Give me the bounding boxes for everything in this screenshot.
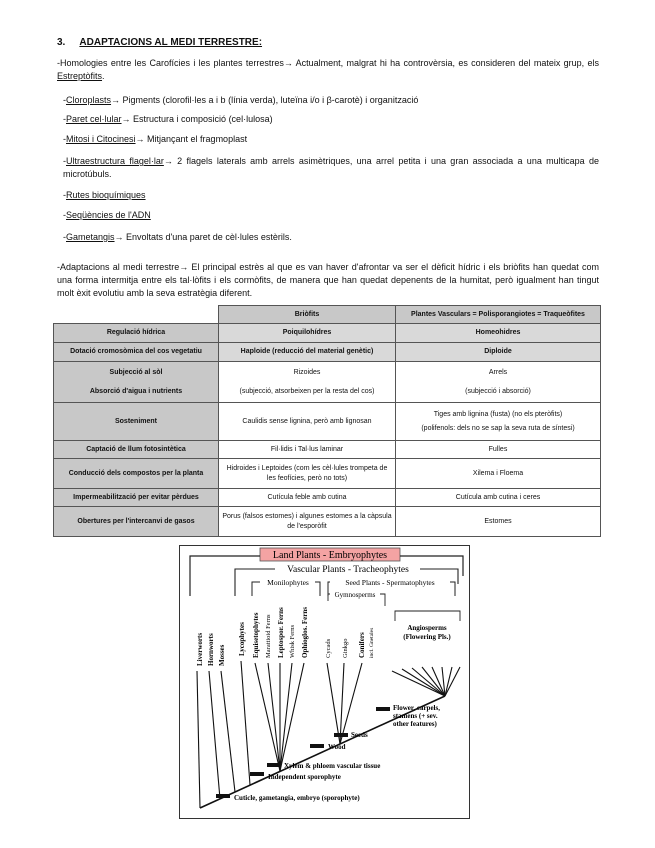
arrow-icon: →: [135, 134, 145, 144]
row-label: Subjecció al sòl Absorció d'aigua i nutrients: [54, 362, 219, 403]
section-number: 3.: [57, 37, 66, 48]
arrow-icon: →: [163, 156, 173, 166]
vascular-cell: Diploide: [396, 343, 601, 362]
homology-end: .: [102, 71, 105, 81]
taxon-label: Conifers: [358, 632, 366, 658]
item-text: Pigments (clorofil·les a i b (línia verda), luteïna i/o i β-carotè) i organització: [120, 95, 419, 105]
bryophyte-cell: Porus (falsos estomes) i algunes estomes a la càpsula de l'esporòfit: [219, 507, 396, 537]
homology-item: -Paret cel·lular→ Estructura i composició (cel·lulosa): [63, 114, 273, 124]
vascular-cell: Tiges amb lignina (fusta) (no els pteròfits) (polifenols: dels no se sap la seva ruta de síntesi): [396, 403, 601, 441]
adaptations-paragraph: [57, 261, 599, 300]
table-row: [54, 343, 601, 362]
item-text: Estructura i composició (cel·lulosa): [130, 114, 273, 124]
item-term: Gametangis: [66, 232, 115, 242]
trait-label: Flower, carpels,: [393, 704, 440, 712]
homology-intro: -Homologies entre les Carofícies i les plantes terrestres: [57, 58, 284, 68]
table-row: [54, 507, 601, 537]
land-plants-bracket: [190, 556, 260, 596]
taxon-label: Liverworts: [196, 632, 204, 666]
taxon-label: Ginkgo: [342, 638, 349, 658]
vascular-cell: Estomes: [396, 507, 601, 537]
table-row: [54, 403, 601, 441]
taxon-label: Whisk Ferns: [289, 624, 296, 658]
gymnosperms-bracket: [328, 594, 330, 601]
angiosperms-label: Angiosperms: [407, 624, 447, 632]
row-label: Conducció dels compostos per la planta: [54, 459, 219, 489]
monilophytes-label: Monilophytes: [267, 578, 309, 587]
trait-markers: [216, 707, 390, 798]
taxon-label: Ophioglos. Ferns: [301, 607, 309, 658]
table-row: [54, 362, 601, 403]
table-row: [54, 324, 601, 343]
trait-label: Wood: [328, 743, 346, 751]
adaptations-lead: -Adaptacions al medi terrestre: [57, 262, 180, 272]
arrow-icon: →: [111, 95, 121, 105]
taxon-label: Cycads: [325, 638, 332, 658]
col-header-vascular: Plantes Vasculars = Polisporangiotes = Traqueòfites: [396, 306, 601, 324]
bryophyte-cell: Rizoides (subjecció, atsorbeixen per la resta del cos): [219, 362, 396, 403]
trait-label: Cuticle, gametangia, embryo (sporophyte): [234, 794, 360, 802]
bryophyte-cell: Fil·lidis i Tal·lus laminar: [219, 441, 396, 459]
taxon-label: Lycophytes: [238, 622, 246, 656]
taxon-label: Marattioid Ferns: [265, 614, 272, 658]
gymnosperms-bracket: [380, 594, 385, 606]
arrow-icon: →: [121, 114, 131, 124]
vascular-cell: Cutícula amb cutina i ceres: [396, 489, 601, 507]
taxon-label: incl. Gnetales: [369, 627, 375, 658]
arrow-icon: →: [179, 262, 189, 272]
trait-label: Seeds: [351, 731, 368, 739]
arrow-icon: →: [283, 58, 293, 68]
item-text: Mitjançant el fragmoplast: [144, 134, 248, 144]
land-plants-label: Land Plants - Embryophytes: [272, 550, 388, 561]
row-label: Regulació hídrica: [54, 324, 219, 343]
section-title: ADAPTACIONS AL MEDI TERRESTRE:: [79, 37, 263, 48]
angiosperms-bracket: [395, 611, 460, 621]
land-plants-bracket: [400, 556, 463, 576]
vascular-cell: Fulles: [396, 441, 601, 459]
homology-item: -Ultraestructura flagel·lar→ 2 flagels laterals amb arrels asimètriques, una arrel petita i una gran associada a una multicapa de microtúbuls.: [63, 156, 599, 179]
table-row: [54, 489, 601, 507]
item-text: 2 flagels laterals amb arrels asimètriques, una arrel petita i una gran associada a una multicapa de microtúbuls.: [63, 156, 599, 179]
trait-label: Xylem & phloem vascular tissue: [284, 762, 381, 770]
vascular-cell: Homeohidres: [396, 324, 601, 343]
arrow-icon: →: [114, 232, 124, 242]
homology-item: -Seqüències de l'ADN: [63, 210, 151, 220]
vascular-label: Vascular Plants - Tracheophytes: [287, 565, 409, 575]
item-term: Ultraestructura flagel·lar: [66, 156, 164, 166]
row-label: Dotació cromosòmica del cos vegetatiu: [54, 343, 219, 362]
homology-item: -Gametangis→ Envoltats d'una paret de cèl·lules estèrils.: [63, 232, 292, 242]
seed-plants-label: Seed Plants - Spermatophytes: [345, 578, 435, 587]
trait-label: Independent sporophyte: [268, 773, 341, 781]
item-text: Envoltats d'una paret de cèl·lules estèrils.: [123, 232, 292, 242]
vascular-cell: Xilema i Floema: [396, 459, 601, 489]
seed-plants-bracket: [450, 582, 455, 596]
tree-branches: [197, 661, 460, 808]
phylogeny-figure: [179, 545, 470, 819]
section-heading: [57, 37, 262, 48]
homology-paragraph: [57, 57, 599, 83]
taxon-label: Mosses: [218, 644, 226, 666]
bryophyte-cell: Hidroides i Leptoides (com les cèl·lules trompeta de les feofícies, però no tots): [219, 459, 396, 489]
homology-term: Estreptòfits: [57, 71, 103, 81]
row-label: Captació de llum fotosintètica: [54, 441, 219, 459]
item-term: Mitosi i Citocinesi: [66, 134, 136, 144]
homology-item: -Rutes bioquímiques: [63, 190, 146, 200]
row-label: Obertures per l'intercanvi de gasos: [54, 507, 219, 537]
vascular-cell: Arrels (subjecció i absorció): [396, 362, 601, 403]
taxon-label: Equisetophytes: [252, 612, 260, 658]
monilophytes-bracket: [315, 582, 320, 596]
item-term: Paret cel·lular: [66, 114, 122, 124]
monilophytes-bracket: [252, 582, 260, 596]
taxon-label: Leptospor. Ferns: [277, 607, 285, 658]
item-term: Seqüències de l'ADN: [66, 210, 151, 220]
row-label: Impermeabilització per evitar pèrdues: [54, 489, 219, 507]
adaptations-text: El principal estrès al que es van haver d'afrontar va ser el dèficit hídric i els briòfits han quedat com una forma intermitja entre els tal·lòfits i els cormòfits, de manera que han quedat depenents de la humitat, però igualment han tingut molt èxit evolutiu amb la seva estratègia diferent.: [57, 262, 599, 298]
trait-label: stamens (+ sev.: [393, 712, 438, 720]
table-corner: [54, 306, 219, 324]
comparison-table: [53, 305, 601, 537]
homology-item: -Cloroplasts→ Pigments (clorofil·les a i b (línia verda), luteïna i/o i β-carotè) i organització: [63, 95, 419, 105]
angiosperms-sublabel: (Flowering Pls.): [403, 633, 451, 641]
table-row: [54, 459, 601, 489]
gymnosperms-label: Gymnosperms: [334, 591, 376, 599]
row-label: Sosteniment: [54, 403, 219, 441]
bryophyte-cell: Cutícula feble amb cutina: [219, 489, 396, 507]
item-term: Cloroplasts: [66, 95, 112, 105]
homology-intro-rest: Actualment, malgrat hi ha controvèrsia, es consideren del mateix grup, els: [292, 58, 599, 68]
trait-label: other features): [393, 720, 437, 728]
bryophyte-cell: Caulidis sense lignina, però amb lignosan: [219, 403, 396, 441]
table-row: [54, 441, 601, 459]
item-term: Rutes bioquímiques: [66, 190, 146, 200]
col-header-bryophytes: Briòfits: [219, 306, 396, 324]
taxon-label: Hornworts: [207, 633, 215, 666]
bryophyte-cell: Poiquilohídres: [219, 324, 396, 343]
bryophyte-cell: Haploide (reducció del material genètic): [219, 343, 396, 362]
phylogeny-diagram: [180, 546, 469, 818]
homology-item: -Mitosi i Citocinesi→ Mitjançant el fragmoplast: [63, 134, 248, 144]
table-header-row: [54, 306, 601, 324]
